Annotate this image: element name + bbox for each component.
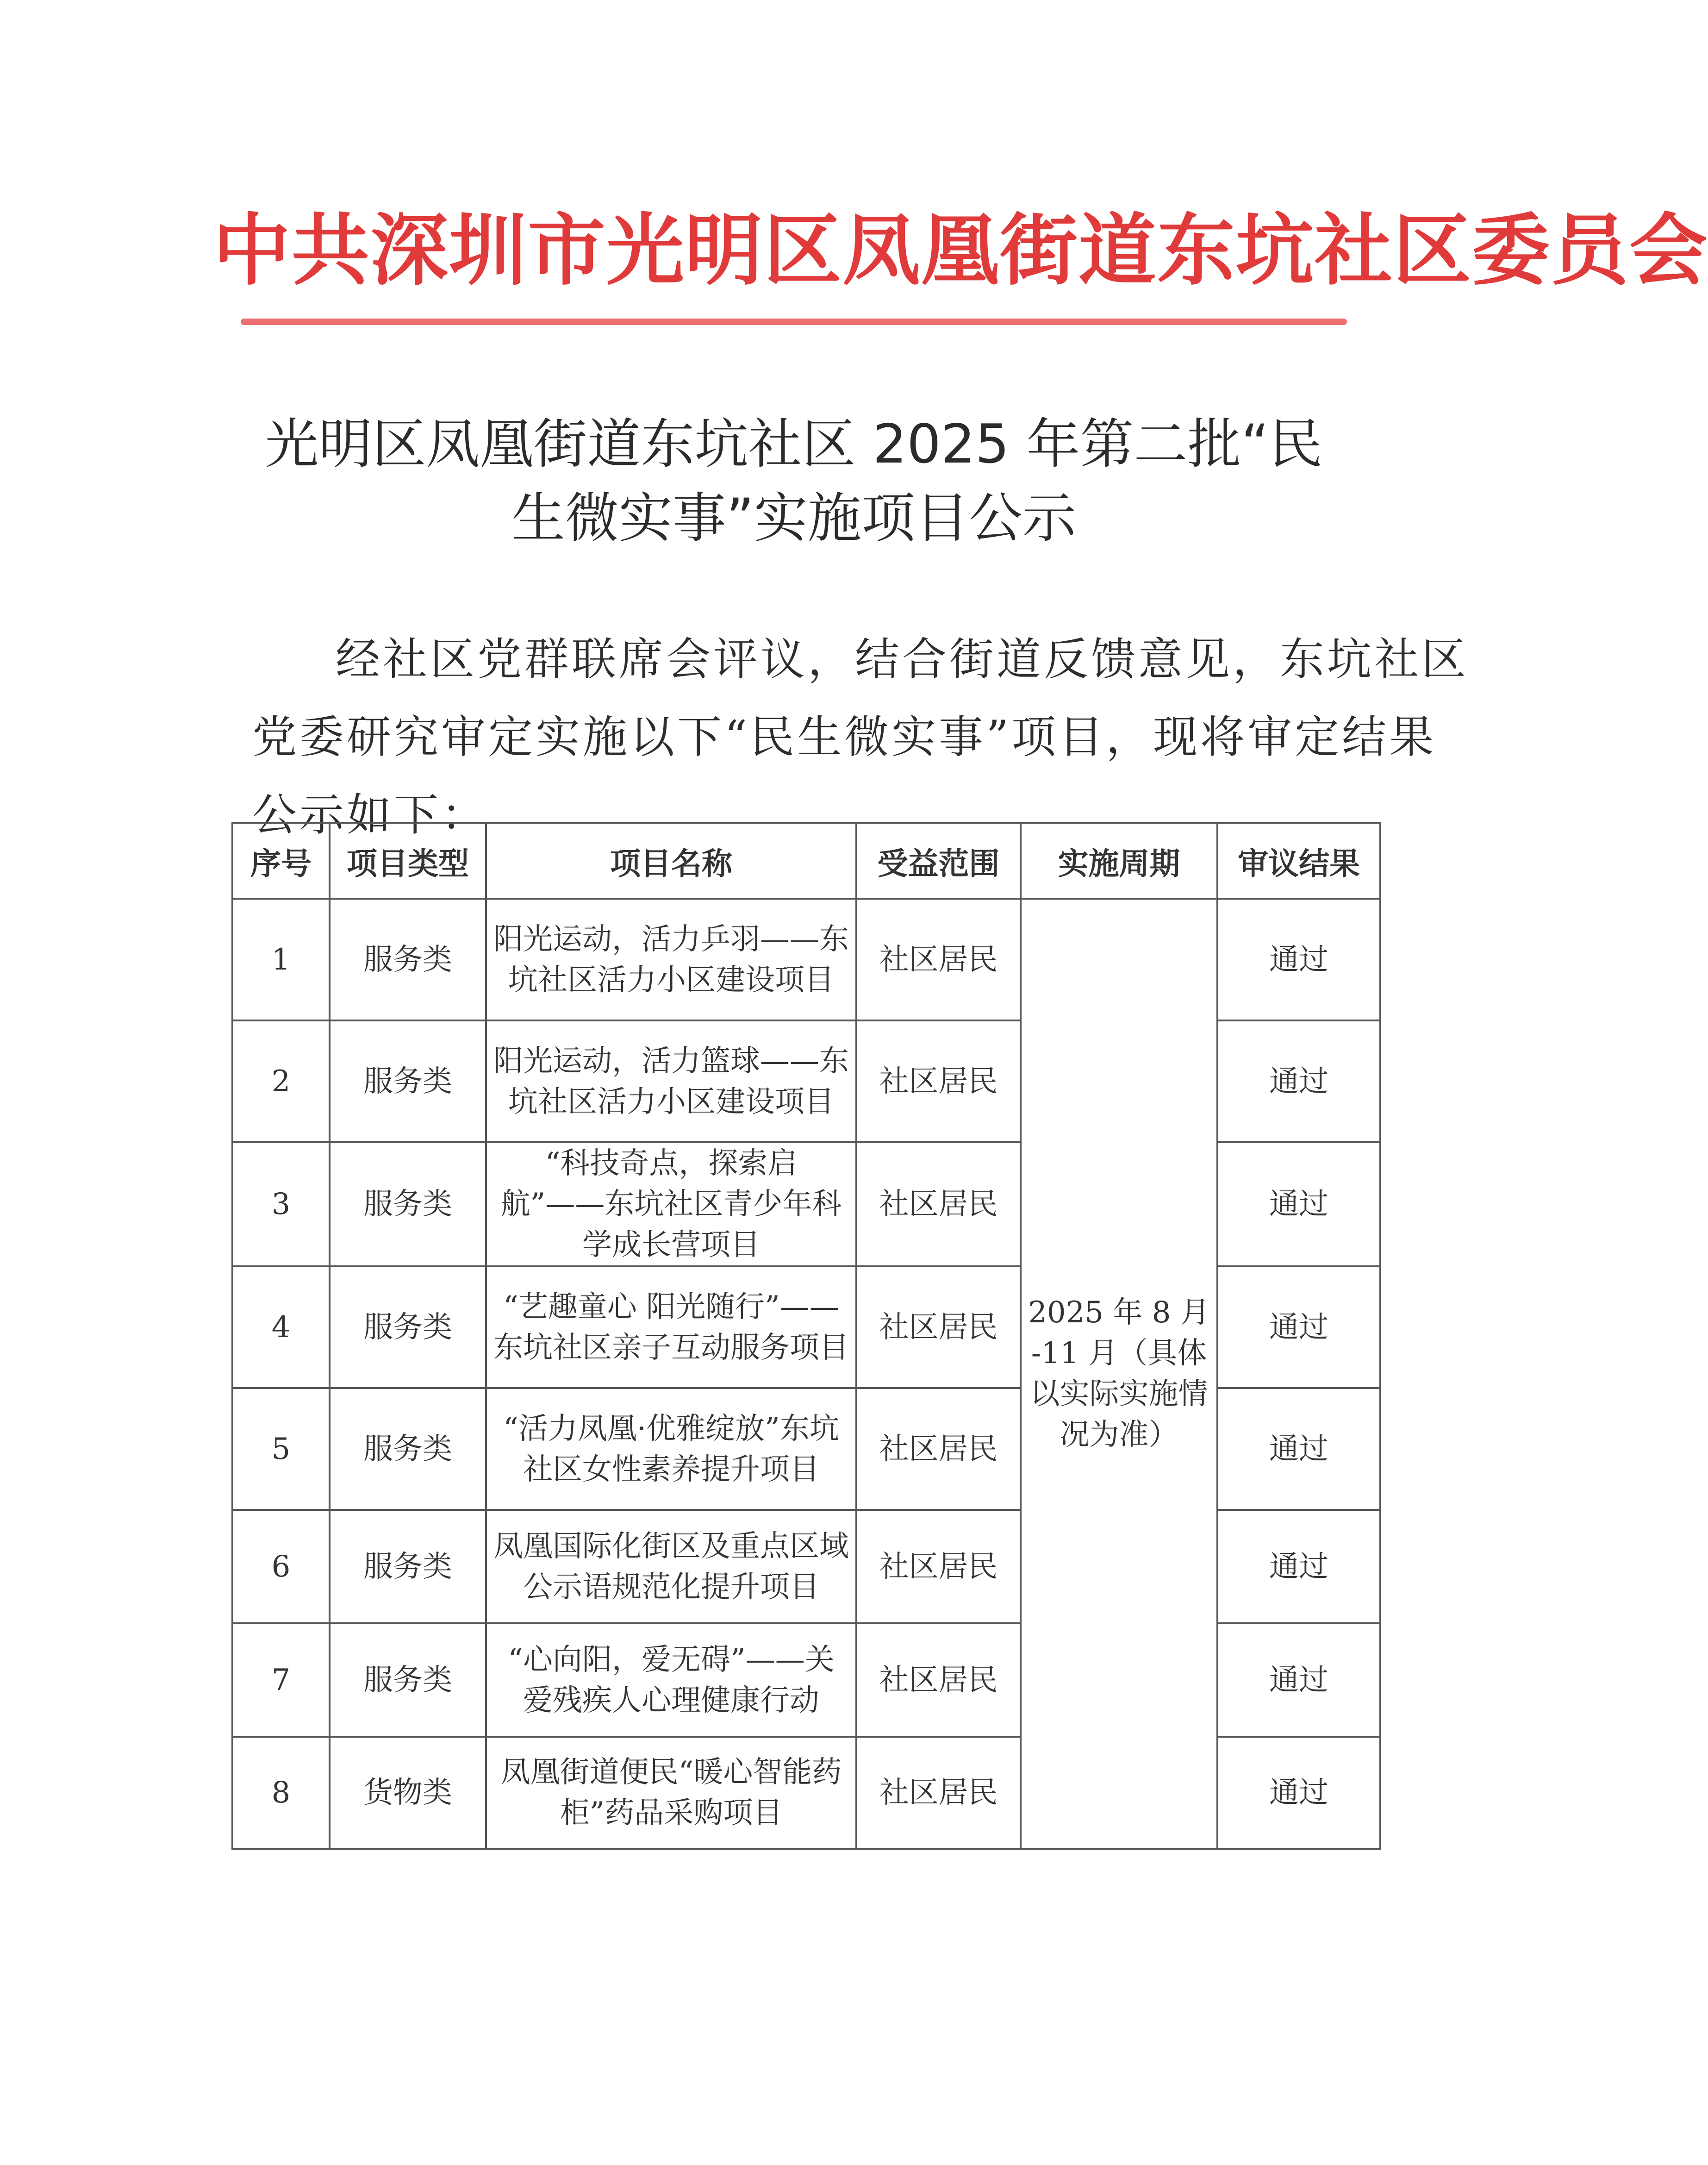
row-no: 6 (232, 1510, 330, 1623)
intro-line-2: 党委研究审定实施以下“民生微实事”项目，现将审定结果 (252, 711, 1437, 763)
row-project-name: 凤凰国际化街区及重点区域公示语规范化提升项目 (486, 1510, 856, 1623)
row-scope: 社区居民 (856, 1266, 1021, 1388)
row-project-name: 凤凰街道便民“暖心智能药柜”药品采购项目 (486, 1737, 856, 1849)
implementation-period: 2025 年 8 月 -11 月（具体以实际实施情况为准） (1021, 899, 1217, 1849)
intro-line-3: 公示如下： (252, 789, 488, 841)
row-project-name: “科技奇点，探索启航”——东坑社区青少年科学成长营项目 (486, 1142, 856, 1266)
row-type: 服务类 (330, 1623, 486, 1737)
row-scope: 社区居民 (856, 1142, 1021, 1266)
row-no: 2 (232, 1020, 330, 1142)
intro-paragraph (252, 620, 1469, 854)
table-header-row (232, 823, 1380, 899)
row-type: 服务类 (330, 1020, 486, 1142)
row-scope: 社区居民 (856, 899, 1021, 1020)
row-scope: 社区居民 (856, 1737, 1021, 1849)
header-result: 审议结果 (1217, 823, 1380, 899)
row-scope: 社区居民 (856, 1388, 1021, 1510)
row-no: 1 (232, 899, 330, 1020)
row-project-name: “活力凤凰·优雅绽放”东坑社区女性素养提升项目 (486, 1388, 856, 1510)
row-no: 5 (232, 1388, 330, 1510)
table-row (232, 899, 1380, 1020)
row-result: 通过 (1217, 1142, 1380, 1266)
row-no: 3 (232, 1142, 330, 1266)
row-result: 通过 (1217, 1020, 1380, 1142)
document-title (241, 407, 1347, 556)
row-project-name: “艺趣童心 阳光随行”——东坑社区亲子互动服务项目 (486, 1266, 856, 1388)
row-result: 通过 (1217, 1388, 1380, 1510)
header-divider (241, 319, 1347, 325)
title-line-1: 光明区凤凰街道东坑社区 2025 年第二批“民 (265, 413, 1323, 476)
row-type: 服务类 (330, 1266, 486, 1388)
title-line-2: 生微实事”实施项目公示 (511, 487, 1077, 550)
row-result: 通过 (1217, 1266, 1380, 1388)
row-result: 通过 (1217, 1623, 1380, 1737)
row-type: 服务类 (330, 1388, 486, 1510)
header-no: 序号 (232, 823, 330, 899)
header-scope: 受益范围 (856, 823, 1021, 899)
organization-header: 中共深圳市光明区凤凰街道东坑社区委员会 (213, 204, 1708, 296)
row-type: 货物类 (330, 1737, 486, 1849)
row-result: 通过 (1217, 899, 1380, 1020)
row-scope: 社区居民 (856, 1020, 1021, 1142)
header-period: 实施周期 (1021, 823, 1217, 899)
row-project-name: 阳光运动，活力乒羽——东坑社区活力小区建设项目 (486, 899, 856, 1020)
row-no: 4 (232, 1266, 330, 1388)
row-scope: 社区居民 (856, 1623, 1021, 1737)
row-no: 8 (232, 1737, 330, 1849)
row-no: 7 (232, 1623, 330, 1737)
row-result: 通过 (1217, 1737, 1380, 1849)
row-scope: 社区居民 (856, 1510, 1021, 1623)
row-type: 服务类 (330, 899, 486, 1020)
row-result: 通过 (1217, 1510, 1380, 1623)
row-project-name: 阳光运动，活力篮球——东坑社区活力小区建设项目 (486, 1020, 856, 1142)
row-type: 服务类 (330, 1510, 486, 1623)
row-type: 服务类 (330, 1142, 486, 1266)
intro-line-1: 经社区党群联席会评议，结合街道反馈意见，东坑社区 (336, 633, 1469, 685)
project-results-table (231, 822, 1381, 1850)
header-type: 项目类型 (330, 823, 486, 899)
row-project-name: “心向阳，爱无碍”——关爱残疾人心理健康行动 (486, 1623, 856, 1737)
header-name: 项目名称 (486, 823, 856, 899)
